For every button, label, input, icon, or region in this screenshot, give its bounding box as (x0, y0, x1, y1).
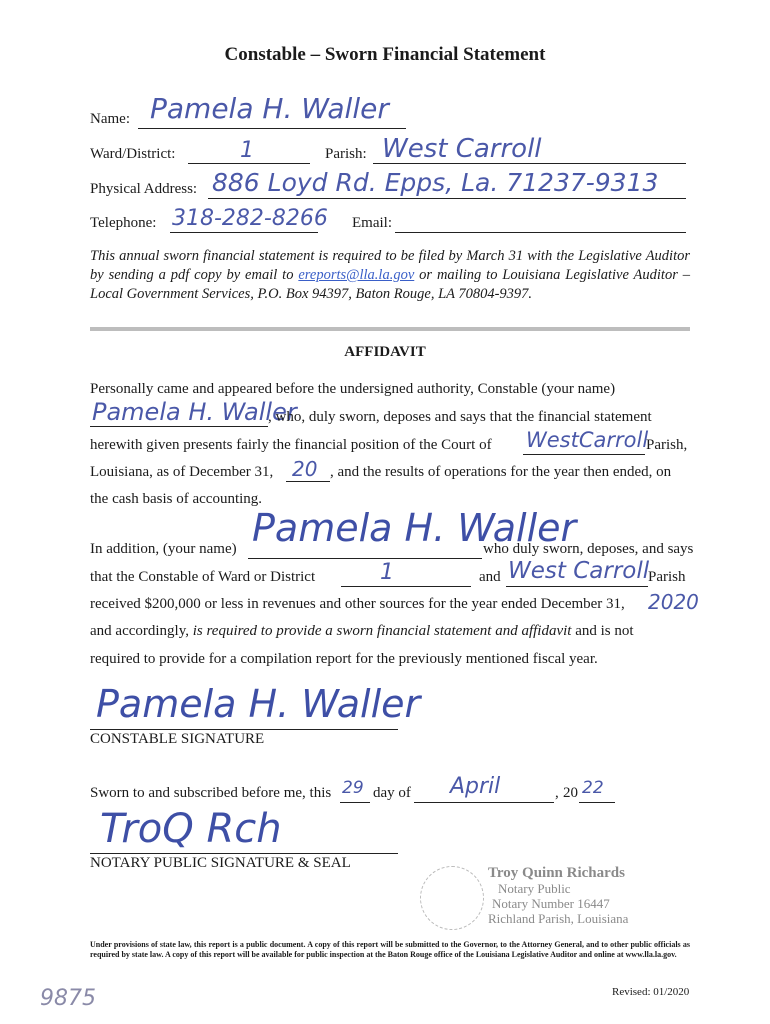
addition-line-1a: In addition, (your name) (90, 541, 237, 557)
affiant-name-line (90, 426, 268, 427)
addition-line-4 (90, 623, 634, 640)
sworn-month[interactable]: April (450, 774, 501, 799)
ward-label: Ward/District: (90, 146, 176, 162)
notary-signature-line (90, 853, 398, 854)
phone-label: Telephone: (90, 215, 157, 231)
revised-date: Revised: 01/2020 (612, 986, 690, 998)
parish-value[interactable]: West Carroll (382, 134, 542, 164)
notary-signature[interactable]: TroQ Rch (100, 806, 282, 852)
stamp-number: Notary Number 16447 (492, 896, 610, 911)
day-line (340, 802, 370, 803)
ward-line (188, 163, 310, 164)
addition-line-5: required to provide for a compilation report for the previously mentioned fiscal year. (90, 651, 598, 667)
email-label: Email: (352, 215, 392, 231)
constable-signature[interactable]: Pamela H. Waller (96, 682, 421, 726)
addition-line-3: received $200,000 or less in revenues and other sources for the year ended December 31, (90, 596, 625, 612)
notary-seal (420, 866, 484, 930)
addition-line-1b: who duly sworn, deposes, and says (483, 541, 694, 557)
constable-signature-line (90, 729, 398, 730)
stamp-name: Troy Quinn Richards (488, 865, 625, 881)
address-label: Physical Address: (90, 181, 198, 197)
addition-parish[interactable]: West Carroll (508, 558, 650, 584)
email-line (395, 232, 686, 233)
sworn-text: Sworn to and subscribed before me, this (90, 785, 332, 801)
stamp-title: Notary Public (498, 881, 571, 896)
addition-line-2b: Parish (648, 569, 686, 585)
statement-year[interactable]: 20 (292, 457, 318, 481)
sworn-year-suffix[interactable]: 22 (582, 778, 604, 798)
name-line (138, 128, 406, 129)
district-line (341, 586, 471, 587)
address-line (208, 198, 686, 199)
affidavit-heading: AFFIDAVIT (344, 344, 426, 360)
sworn-year-prefix: 20 (563, 785, 578, 801)
court-parish[interactable]: WestCarroll (526, 428, 649, 452)
addition-parish-line (506, 586, 648, 587)
addition-signature[interactable]: Pamela H. Waller (252, 506, 577, 550)
revenue-year[interactable]: 2020 (648, 590, 699, 614)
email-link[interactable]: ereports@lla.la.gov (298, 267, 415, 283)
addition-line-4-italic: is required to provide a sworn financial statement and affidavit (192, 623, 572, 639)
addition-line-2a: that the Constable of Ward or District (90, 569, 316, 585)
month-line (414, 802, 554, 803)
affiant-name[interactable]: Pamela H. Waller (92, 398, 297, 426)
addition-line-4-start: and accordingly, (90, 623, 189, 639)
filing-instructions (90, 247, 690, 304)
phone-value[interactable]: 318-282-8266 (172, 206, 328, 231)
court-parish-line (523, 454, 645, 455)
affidavit-line-4b: , and the results of operations for the year then ended, on (330, 464, 672, 480)
addition-name-line (248, 558, 482, 559)
name-label: Name: (90, 111, 130, 127)
affidavit-line-3b: Parish, (646, 437, 688, 453)
notary-signature-label: NOTARY PUBLIC SIGNATURE & SEAL (90, 855, 351, 871)
divider (90, 327, 690, 331)
affidavit-line-1: Personally came and appeared before the undersigned authority, Constable (your name) (90, 381, 616, 397)
intro-text-start: This annual sworn financial statement is required to be filed by March 31 with the Legislative Auditor by sending a pdf copy by email to (90, 248, 690, 283)
affidavit-line-4a: Louisiana, as of December 31, (90, 464, 274, 480)
phone-line (170, 232, 318, 233)
addition-and: and (479, 569, 501, 585)
year-line (286, 481, 330, 482)
sworn-comma: , (555, 785, 559, 801)
public-document-note: Under provisions of state law, this report is a public document. A copy of this report will be submitted to the Governor, to the Attorney General, and to other public officials as required by state law. A copy of this report will be available for public inspection at the Baton Rouge office of the Louisiana Legislative Auditor and online at www.lla.la.gov. (90, 940, 690, 959)
parish-label: Parish: (325, 146, 367, 162)
address-value[interactable]: 886 Loyd Rd. Epps, La. 71237-9313 (212, 168, 659, 197)
notary-stamp (488, 866, 628, 926)
district-value[interactable]: 1 (380, 560, 394, 585)
affidavit-line-2: , who, duly sworn, deposes and says that the financial statement (268, 409, 652, 425)
name-value[interactable]: Pamela H. Waller (150, 92, 389, 125)
handwritten-number: 9875 (40, 986, 96, 1011)
sworn-day[interactable]: 29 (342, 778, 364, 798)
year-suffix-line (579, 802, 615, 803)
constable-signature-label: CONSTABLE SIGNATURE (90, 731, 265, 747)
affidavit-line-3a: herewith given presents fairly the financial position of the Court of (90, 437, 492, 453)
intro-text-end: or mailing to Louisiana Legislative Auditor – Local Government Services, P.O. Box 94397, Baton Rouge, LA 70804-9397. (90, 267, 691, 302)
page-title: Constable – Sworn Financial Statement (224, 44, 546, 65)
day-of-text: day of (373, 785, 411, 801)
addition-line-4-end: and is not (575, 623, 634, 639)
affidavit-line-5: the cash basis of accounting. (90, 491, 263, 507)
stamp-location: Richland Parish, Louisiana (488, 911, 629, 926)
ward-value[interactable]: 1 (240, 138, 254, 163)
